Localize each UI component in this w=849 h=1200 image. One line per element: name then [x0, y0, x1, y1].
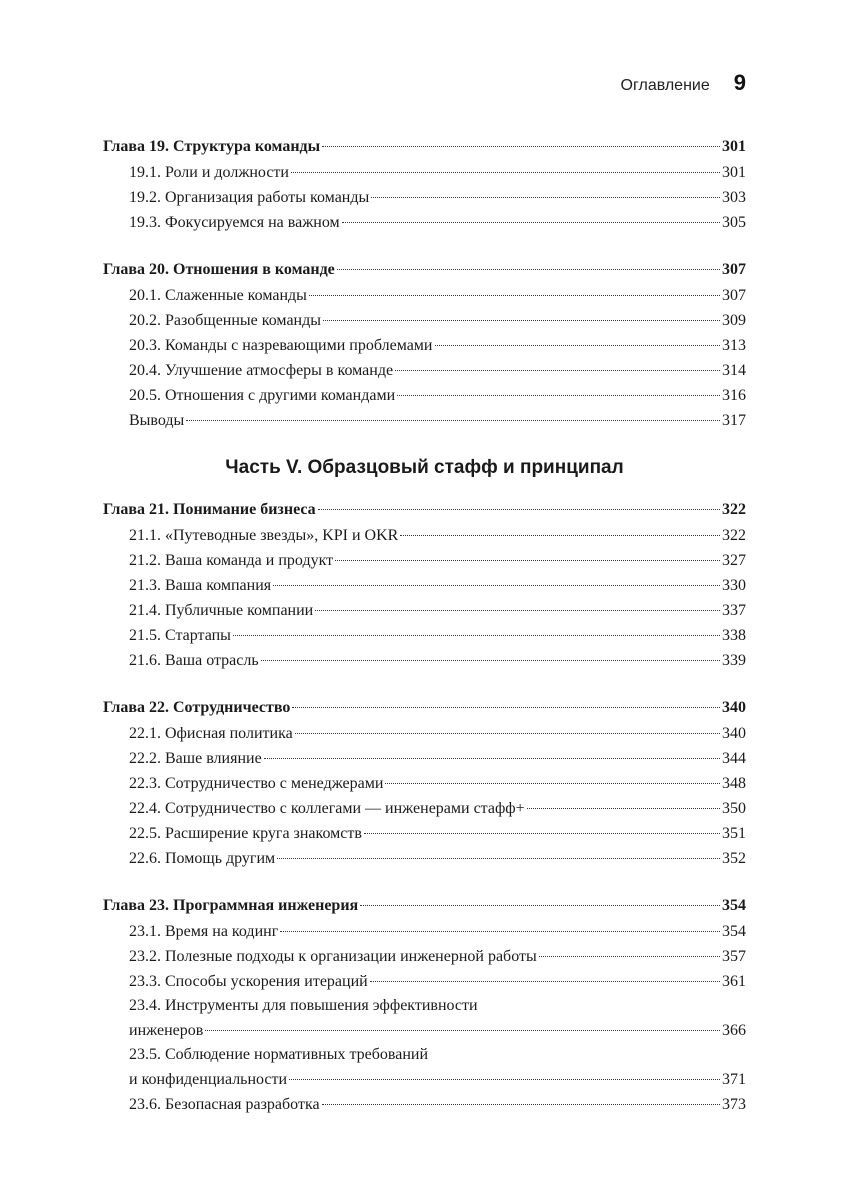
running-title: Оглавление: [620, 77, 710, 94]
section-title: 20.4. Улучшение атмосферы в команде: [129, 362, 394, 379]
section-title: и конфиденциальности: [129, 1071, 288, 1088]
chapter-page: 307: [722, 261, 746, 278]
dot-leader: [342, 222, 720, 223]
toc-section-entry[interactable]: [103, 548, 746, 573]
toc-section-entry[interactable]: [103, 821, 746, 846]
dot-leader: [370, 981, 720, 982]
section-title: 23.2. Полезные подходы к организации инженерной работы: [129, 948, 537, 965]
dot-leader: [322, 146, 720, 147]
section-title: 23.6. Безопасная разработка: [129, 1096, 320, 1113]
dot-leader: [233, 635, 720, 636]
toc-section-entry[interactable]: [103, 969, 746, 994]
section-title: 19.1. Роли и должности: [129, 164, 289, 181]
section-title: 20.3. Команды с назревающими проблемами: [129, 337, 433, 354]
section-page: 339: [722, 652, 746, 669]
chapter-22: [103, 695, 746, 871]
toc-section-entry[interactable]: [103, 919, 746, 944]
section-title-continuation: [103, 1018, 746, 1043]
section-title: 21.1. «Путеводные звезды», KPI и OKR: [129, 527, 399, 544]
toc-chapter-entry[interactable]: [103, 257, 746, 283]
table-of-contents: [103, 134, 746, 1117]
toc-section-entry[interactable]: [103, 160, 746, 185]
chapter-21: [103, 497, 746, 673]
section-title: 23.1. Время на кодинг: [129, 923, 279, 940]
toc-section-entry[interactable]: [103, 283, 746, 308]
toc-section-entry[interactable]: [103, 746, 746, 771]
toc-section-entry[interactable]: [103, 573, 746, 598]
dot-leader: [527, 808, 720, 809]
chapter-page: 301: [722, 138, 746, 155]
dot-leader: [318, 509, 720, 510]
toc-section-entry[interactable]: [103, 771, 746, 796]
part-title: Часть V. Образцовый стафф и принципал: [225, 457, 624, 478]
section-title: 19.3. Фокусируемся на важном: [129, 214, 340, 231]
toc-section-entry[interactable]: [103, 648, 746, 673]
section-title: 21.3. Ваша компания: [129, 577, 272, 594]
section-page: 330: [722, 577, 746, 594]
toc-section-entry[interactable]: [103, 358, 746, 383]
dot-leader: [264, 758, 720, 759]
dot-leader: [280, 931, 720, 932]
section-page: 352: [722, 850, 746, 867]
toc-section-entry[interactable]: [103, 185, 746, 210]
dot-leader: [397, 395, 720, 396]
section-page: 350: [722, 800, 746, 817]
chapter-page: 322: [722, 501, 746, 518]
section-title: 20.2. Разобщенные команды: [129, 312, 321, 329]
dot-leader: [435, 345, 721, 346]
section-page: 307: [722, 287, 746, 304]
section-title: 20.5. Отношения с другими командами: [129, 387, 396, 404]
dot-leader: [205, 1030, 720, 1031]
section-title: инженеров: [129, 1022, 204, 1039]
toc-section-entry[interactable]: [103, 598, 746, 623]
chapter-23: [103, 893, 746, 1117]
section-page: 351: [722, 825, 746, 842]
toc-section-entry[interactable]: [103, 383, 746, 408]
section-title: 20.1. Слаженные команды: [129, 287, 307, 304]
section-page: 354: [722, 923, 746, 940]
dot-leader: [277, 858, 720, 859]
section-title: 23.3. Способы ускорения итераций: [129, 973, 368, 990]
dot-leader: [309, 295, 720, 296]
dot-leader: [539, 956, 720, 957]
section-title-line1: 23.4. Инструменты для повышения эффективности: [129, 997, 478, 1014]
section-page: 348: [722, 775, 746, 792]
section-page: 361: [722, 973, 746, 990]
dot-leader: [289, 1079, 720, 1080]
dot-leader: [291, 172, 720, 173]
dot-leader: [323, 320, 720, 321]
section-page: 357: [722, 948, 746, 965]
section-page: 305: [722, 214, 746, 231]
section-title: 22.1. Офисная политика: [129, 725, 293, 742]
section-page: 327: [722, 552, 746, 569]
dot-leader: [360, 905, 720, 906]
dot-leader: [322, 1104, 720, 1105]
dot-leader: [315, 610, 720, 611]
chapter-title: Глава 19. Структура команды: [103, 138, 321, 155]
section-page: 309: [722, 312, 746, 329]
dot-leader: [385, 783, 720, 784]
dot-leader: [400, 535, 720, 536]
toc-section-entry-multiline[interactable]: [103, 994, 746, 1043]
section-title: 21.2. Ваша команда и продукт: [129, 552, 334, 569]
section-title: 21.6. Ваша отрасль: [129, 652, 259, 669]
dot-leader: [295, 733, 720, 734]
section-page: 337: [722, 602, 746, 619]
section-page: 303: [722, 189, 746, 206]
toc-section-entry[interactable]: [103, 846, 746, 871]
section-page: 316: [722, 387, 746, 404]
toc-section-entry[interactable]: [103, 523, 746, 548]
section-title: 19.2. Организация работы команды: [129, 189, 370, 206]
chapter-page: 354: [722, 897, 746, 914]
section-title: 22.5. Расширение круга знакомств: [129, 825, 362, 842]
section-title: 21.4. Публичные компании: [129, 602, 314, 619]
toc-section-entry-multiline[interactable]: [103, 1043, 746, 1092]
toc-chapter-entry[interactable]: [103, 497, 746, 523]
chapter-20: [103, 257, 746, 433]
chapter-title: Глава 21. Понимание бизнеса: [103, 501, 316, 518]
section-page: 313: [722, 337, 746, 354]
section-title: 22.6. Помощь другим: [129, 850, 276, 867]
section-page: 338: [722, 627, 746, 644]
toc-section-entry[interactable]: [103, 210, 746, 235]
chapter-page: 340: [722, 699, 746, 716]
page-header: [103, 70, 746, 104]
toc-section-entry[interactable]: [103, 333, 746, 358]
section-title: 22.2. Ваше влияние: [129, 750, 262, 767]
section-page: 366: [722, 1022, 746, 1039]
toc-section-entry[interactable]: [103, 721, 746, 746]
toc-section-entry[interactable]: [103, 408, 746, 433]
dot-leader: [273, 585, 720, 586]
toc-chapter-entry[interactable]: [103, 695, 746, 721]
dot-leader: [371, 197, 720, 198]
dot-leader: [335, 560, 720, 561]
dot-leader: [364, 833, 720, 834]
chapter-title: Глава 22. Сотрудничество: [103, 699, 291, 716]
toc-section-entry[interactable]: [103, 308, 746, 333]
section-page: 371: [722, 1071, 746, 1088]
dot-leader: [395, 370, 720, 371]
section-title: 21.5. Стартапы: [129, 627, 231, 644]
chapter-title: Глава 23. Программная инженерия: [103, 897, 359, 914]
section-title-line1: 23.5. Соблюдение нормативных требований: [129, 1046, 429, 1063]
section-page: 344: [722, 750, 746, 767]
section-page: 317: [722, 412, 746, 429]
section-page: 340: [722, 725, 746, 742]
section-page: 301: [722, 164, 746, 181]
toc-section-entry[interactable]: [103, 623, 746, 648]
section-page: 322: [722, 527, 746, 544]
dot-leader: [261, 660, 720, 661]
section-page: 373: [722, 1096, 746, 1113]
chapter-19: [103, 134, 746, 235]
dot-leader: [292, 707, 720, 708]
toc-chapter-entry[interactable]: [103, 134, 746, 160]
toc-section-entry[interactable]: [103, 1092, 746, 1117]
toc-section-entry[interactable]: [103, 796, 746, 821]
toc-section-entry[interactable]: [103, 944, 746, 969]
section-title: 22.3. Сотрудничество с менеджерами: [129, 775, 384, 792]
dot-leader: [337, 269, 720, 270]
section-title: 22.4. Сотрудничество с коллегами — инженерами стафф+: [129, 800, 525, 817]
section-page: 314: [722, 362, 746, 379]
section-title-continuation: [103, 1067, 746, 1092]
toc-chapter-entry[interactable]: [103, 893, 746, 919]
section-title: Выводы: [129, 412, 185, 429]
page-number: 9: [733, 70, 746, 95]
dot-leader: [186, 420, 720, 421]
chapter-title: Глава 20. Отношения в команде: [103, 261, 335, 278]
